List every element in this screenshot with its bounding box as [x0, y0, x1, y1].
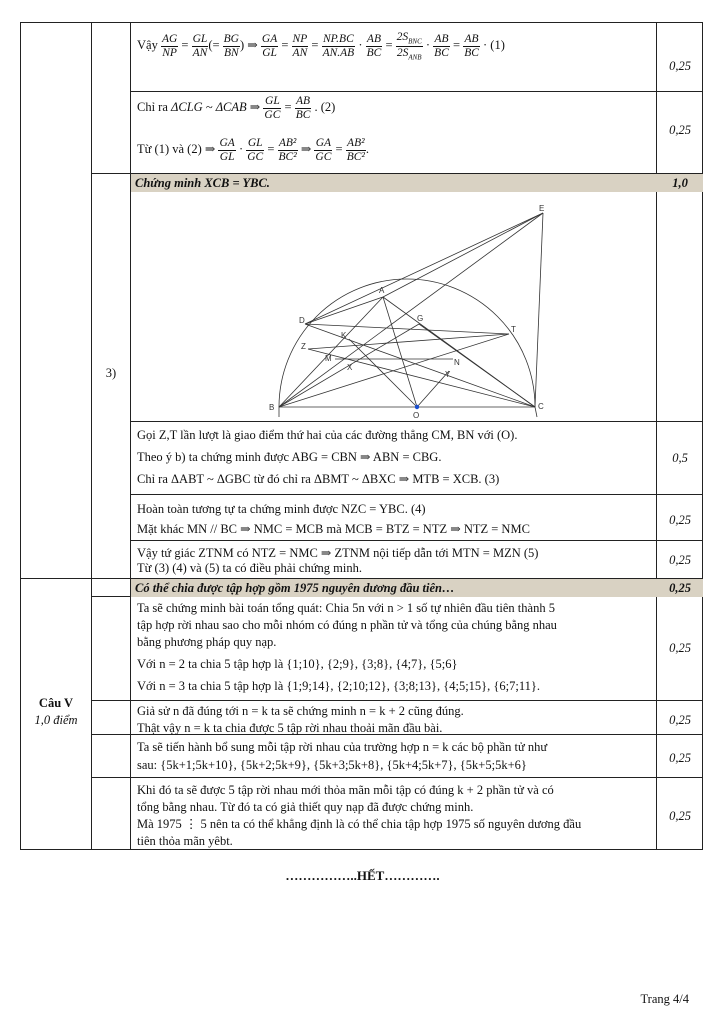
- page-number: Trang 4/4: [640, 992, 689, 1006]
- formula-row-1: [133, 29, 653, 89]
- text-line: tiên thỏa mãn yêbt.: [137, 833, 233, 848]
- column-divider: [130, 23, 131, 849]
- text-line: Thật vậy n = k ta chia được 5 tập rời nhau thoải mãn đầu bài.: [137, 720, 443, 735]
- label-y: Y: [445, 370, 451, 379]
- cau-v-row-1: [133, 598, 653, 697]
- points-cau-v-row-4: 0,25: [669, 809, 691, 823]
- label-o: O: [413, 411, 420, 419]
- points-cau-v-row-3: 0,25: [669, 751, 691, 765]
- semicircle: [279, 279, 535, 407]
- formula-1-rendered: Vậy $\frac{AG}{NP}$ = $\frac{GL}{AN}$ (= $\frac{BG}{BN}$ ) ⇒ $\frac{GA}{GL}$ = $\frac{NP}{AN}$ = $\frac{NP.BC}{AN.AB}$ · $\frac{AB}{BC}$ = $\frac{2S_{BNC}}{2S_{ANB}}$ · $\frac{AB}{BC}$ = $\frac{AB}{BC}$ · (1): [137, 31, 505, 62]
- label-e: E: [539, 204, 545, 213]
- part3-header: Chứng minh XCB = YBC.: [135, 176, 270, 190]
- end-marker: ……………..HẾT………….: [285, 868, 440, 883]
- points-row-1: 0,25: [669, 59, 691, 73]
- label-k: K: [341, 331, 347, 340]
- label-a: A: [379, 286, 385, 295]
- text-line: Khi đó ta sẽ được 5 tập rời nhau mới thỏa mãn mỗi tập có đúng k + 2 phần tử và có: [137, 783, 554, 797]
- part3-header-points: 1,0: [672, 176, 688, 190]
- text-line: Chỉ ra ΔABT ~ ΔGBC từ đó chỉ ra ΔBMT ~ ΔBXC ⇒ MTB = XCB. (3): [137, 472, 500, 486]
- text-line: Với n = 3 ta chia 5 tập hợp là {1;9;14}, {2;10;12}, {3;8;13}, {4;5;15}, {6;7;11}.: [137, 678, 541, 693]
- line-dt: [305, 324, 509, 334]
- points-row-c: 0,25: [669, 553, 691, 567]
- line-de: [305, 213, 543, 324]
- label-b: B: [269, 403, 275, 412]
- part3-row-a: [133, 425, 653, 490]
- cau-v-score: 1,0 điểm: [34, 712, 78, 727]
- part3-label: 3): [105, 366, 117, 380]
- label-z: Z: [301, 342, 306, 351]
- text-line: Giả sử n đã đúng tới n = k ta sẽ chứng minh n = k + 2 cũng đúng.: [137, 704, 464, 718]
- label-c: C: [538, 402, 544, 411]
- text-line: sau: {5k+1;5k+10}, {5k+2;5k+9}, {5k+3;5k+8}, {5k+4;5k+7}, {5k+5;5k+6}: [137, 758, 527, 772]
- points-row-a: 0,5: [672, 451, 688, 465]
- cau-v-row-2: [133, 701, 653, 739]
- cau-v-title: Câu V: [38, 696, 74, 710]
- line-da: [305, 297, 383, 324]
- label-t: T: [511, 325, 516, 334]
- line-ce: [535, 213, 543, 407]
- label-g: G: [417, 314, 424, 323]
- line-ae: [383, 213, 543, 297]
- answer-table: [20, 22, 703, 850]
- row-divider: [130, 421, 702, 422]
- tangent-line-c: [535, 407, 537, 417]
- formula-2b-rendered: Từ (1) và (2) ⇒ $\frac{GA}{GL}$ · $\frac{GL}{GC}$ = $\frac{\text{AB²}}{\text{BC²}}$ ⇒ $\frac{GA}{GC}$ = $\frac{\text{AB²}}{\text{BC²}}$ .: [137, 137, 369, 163]
- formula-row-2a: [133, 93, 653, 123]
- text-line: Mà 1975 ⋮ 5 nên ta có thể khẳng định là có thể chia tập hợp 1975 số nguyên dương đầu: [137, 816, 582, 831]
- text-line: Từ (3) (4) và (5) ta có điều phải chứng minh.: [137, 561, 362, 575]
- text-line: Ta sẽ tiến hành bổ sung mỗi tập rời nhau của trường hợp n = k các bộ phần tử như: [137, 740, 548, 754]
- points-row-2: 0,25: [669, 123, 691, 137]
- cau-v-row-3: [133, 737, 653, 776]
- text-line: Với n = 2 ta chia 5 tập hợp là {1;10}, {2;9}, {3;8}, {4;7}, {5;6}: [137, 656, 458, 671]
- points-cau-v-row-2: 0,25: [669, 713, 691, 727]
- text-line: Theo ý b) ta chứng minh được ABG = CBN ⇒ ABN = CBG.: [137, 450, 442, 464]
- formula-2a-rendered: Chỉ ra ΔCLG ~ ΔCAB ⇒ $\frac{GL}{GC}$ = $\frac{AB}{BC}$ . (2): [137, 95, 336, 121]
- text-line: Gọi Z,T lần lượt là giao điểm thứ hai của các đường thẳng CM, BN với (O).: [137, 428, 518, 442]
- cau-v-header-points: 0,25: [669, 581, 691, 595]
- cau-v-header: Có thể chia được tập hợp gồm 1975 nguyên dương đầu tiên…: [135, 581, 455, 595]
- row-divider: [130, 91, 702, 92]
- part3-row-c: [133, 543, 653, 579]
- text-line: Ta sẽ chứng minh bài toán tổng quát: Chia 5n với n > 1 số tự nhiên đầu tiên thành 5: [137, 601, 555, 615]
- geometry-figure: [255, 199, 575, 419]
- text-line: Mặt khác MN // BC ⇒ NMC = MCB mà MCB = BTZ = NTZ ⇒ NTZ = NMC: [137, 522, 530, 536]
- point-o: [415, 405, 419, 409]
- row-divider: [130, 540, 702, 541]
- label-n: N: [454, 358, 460, 367]
- column-divider: [91, 23, 92, 849]
- text-line: tổng bằng nhau. Từ đó ta có giả thiết quy nạp đã được chứng minh.: [137, 799, 474, 814]
- cau-v-label: [21, 693, 91, 731]
- label-x: X: [347, 363, 353, 372]
- text-line: Vậy tứ giác ZTNM có NTZ = NMC ⇒ ZTNM nội tiếp dẫn tới MTN = MZN (5): [137, 546, 539, 560]
- label-m: M: [325, 354, 332, 363]
- line-zc: [308, 349, 535, 407]
- text-line: tập hợp rời nhau sao cho mỗi nhóm có đúng n phần tử và tổng của chúng bằng nhau: [137, 617, 557, 632]
- row-divider: [91, 777, 702, 778]
- label-d: D: [299, 316, 305, 325]
- line-be: [279, 213, 543, 407]
- points-row-b: 0,25: [669, 513, 691, 527]
- cau-v-row-4: [133, 780, 653, 852]
- formula-row-2b: [133, 135, 653, 165]
- row-divider: [130, 494, 702, 495]
- text-line: bằng phương pháp quy nạp.: [137, 634, 277, 649]
- part3-row-b: [133, 499, 653, 540]
- text-line: Hoàn toàn tương tự ta chứng minh được NZC = YBC. (4): [137, 502, 426, 516]
- points-cau-v-row-1: 0,25: [669, 641, 691, 655]
